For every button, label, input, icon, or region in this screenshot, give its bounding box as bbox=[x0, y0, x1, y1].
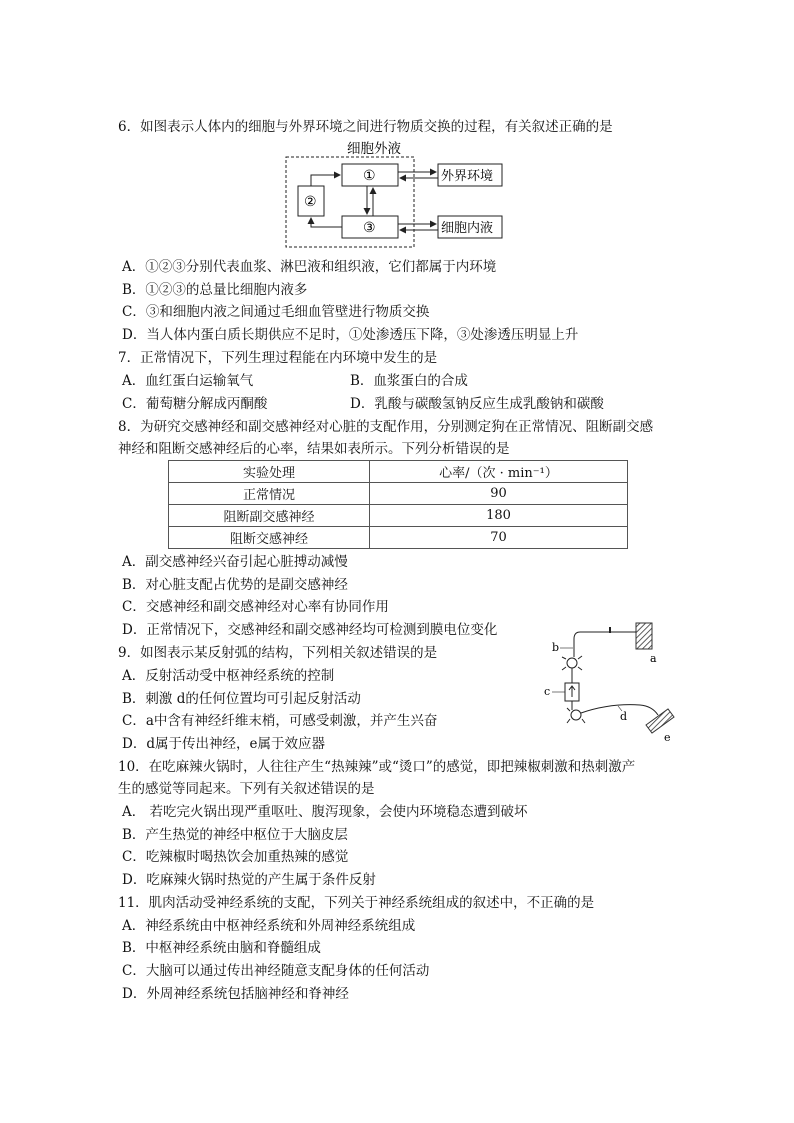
q11-option-b: B．中枢神经系统由脑和脊髓组成 bbox=[122, 940, 321, 956]
table-header-cell: 实验处理 bbox=[169, 461, 370, 483]
table-row bbox=[169, 527, 628, 549]
table-row bbox=[169, 483, 628, 505]
q6-stem: 6．如图表示人体内的细胞与外界环境之间进行物质交换的过程，有关叙述正确的是 bbox=[118, 119, 613, 135]
q9-option-c: C．a中含有神经纤维末梢，可感受刺激，并产生兴奋 bbox=[122, 713, 438, 729]
afferent-nerve-b bbox=[574, 632, 636, 657]
q10-stem-line1: 10．在吃麻辣火锅时，人往往产生“热辣辣”或“烫口”的感觉，即把辣椒刺激和热刺激产 bbox=[118, 759, 636, 775]
q11-option-a: A．神经系统由中枢神经系统和外周神经系统组成 bbox=[122, 918, 416, 934]
q7-option-d: D．乳酸与碳酸氢钠反应生成乳酸钠和碳酸 bbox=[350, 396, 604, 412]
table-cell: 阻断交感神经 bbox=[169, 527, 370, 549]
q9-reflex-arc-diagram bbox=[540, 615, 680, 745]
q10-option-c: C．吃辣椒时喝热饮会加重热辣的感觉 bbox=[122, 849, 349, 865]
motor-neuron bbox=[571, 710, 581, 720]
table-cell: 阻断副交感神经 bbox=[169, 505, 370, 527]
label-b: b bbox=[552, 641, 560, 654]
arrow-2-to-1 bbox=[311, 175, 340, 186]
label-e: e bbox=[664, 731, 671, 744]
q11-option-c: C．大脑可以通过传出神经随意支配身体的任何活动 bbox=[122, 963, 430, 979]
diagram-label-extracellular: 细胞外液 bbox=[347, 141, 401, 157]
q8-option-d: D．正常情况下，交感神经和副交感神经均可检测到膜电位变化 bbox=[122, 622, 498, 638]
q8-stem-line2: 神经和阻断交感神经后的心率，结果如表所示。下列分析错误的是 bbox=[118, 441, 510, 457]
table-header-cell: 心率/（次 · min⁻¹） bbox=[370, 461, 628, 483]
q9-stem: 9．如图表示某反射弧的结构，下列相关叙述错误的是 bbox=[118, 645, 438, 661]
q10-option-a: A． 若吃完火锅出现严重呕吐、腹泻现象，会使内环境稳态遭到破坏 bbox=[122, 804, 528, 820]
box-1-label: ① bbox=[363, 168, 376, 184]
q6-option-a: A．①②③分别代表血浆、淋巴液和组织液，它们都属于内环境 bbox=[122, 259, 497, 275]
q6-option-c: C．③和细胞内液之间通过毛细血管壁进行物质交换 bbox=[122, 304, 430, 320]
ganglion-neuron bbox=[567, 658, 577, 668]
table-cell: 180 bbox=[370, 505, 628, 527]
arrow-3-to-2 bbox=[311, 218, 342, 227]
box-3-label: ③ bbox=[363, 220, 376, 236]
q11-option-d: D．外周神经系统包括脑神经和脊神经 bbox=[122, 986, 349, 1002]
q8-option-c: C．交感神经和副交感神经对心率有协同作用 bbox=[122, 599, 389, 615]
box-2-label: ② bbox=[304, 194, 317, 210]
receptor-a bbox=[636, 623, 652, 649]
table-cell: 90 bbox=[370, 483, 628, 505]
q7-stem: 7．正常情况下，下列生理过程能在内环境中发生的是 bbox=[118, 350, 438, 366]
q10-stem-line2: 生的感觉等同起来。下列有关叙述错误的是 bbox=[118, 781, 375, 797]
q8-option-b: B．对心脏支配占优势的是副交感神经 bbox=[122, 577, 348, 593]
q10-option-d: D．吃麻辣火锅时热觉的产生属于条件反射 bbox=[122, 872, 376, 888]
label-d: d bbox=[620, 710, 628, 723]
box-external-label: 外界环境 bbox=[441, 169, 494, 184]
q7-option-c: C．葡萄糖分解成丙酮酸 bbox=[122, 396, 268, 412]
q7-option-b: B．血浆蛋白的合成 bbox=[350, 373, 468, 389]
box-intracellular-label: 细胞内液 bbox=[441, 221, 494, 236]
label-a: a bbox=[650, 652, 657, 665]
q9-option-a: A．反射活动受中枢神经系统的控制 bbox=[122, 668, 335, 684]
q8-table bbox=[168, 460, 628, 549]
q6-diagram bbox=[280, 138, 510, 253]
q8-option-a: A．副交感神经兴奋引起心脏搏动减慢 bbox=[122, 554, 348, 570]
label-c: c bbox=[544, 685, 551, 698]
table-row bbox=[169, 505, 628, 527]
q9-option-d: D．d属于传出神经，e属于效应器 bbox=[122, 736, 325, 752]
q7-option-a: A．血红蛋白运输氧气 bbox=[122, 373, 254, 389]
table-header-row bbox=[169, 461, 628, 483]
effector-e bbox=[646, 709, 674, 733]
table-cell: 70 bbox=[370, 527, 628, 549]
q8-stem-line1: 8．为研究交感神经和副交感神经对心脏的支配作用，分别测定狗在正常情况、阻断副交感 bbox=[118, 419, 654, 435]
q10-option-b: B．产生热觉的神经中枢位于大脑皮层 bbox=[122, 827, 348, 843]
q9-option-b: B．刺激 d的任何位置均可引起反射活动 bbox=[122, 691, 361, 707]
table-cell: 正常情况 bbox=[169, 483, 370, 505]
q6-option-b: B．①②③的总量比细胞内液多 bbox=[122, 282, 308, 298]
q11-stem: 11．肌肉活动受神经系统的支配，下列关于神经系统组成的叙述中，不正确的是 bbox=[118, 895, 595, 911]
q6-option-d: D．当人体内蛋白质长期供应不足时，①处渗透压下降，③处渗透压明显上升 bbox=[122, 327, 579, 343]
